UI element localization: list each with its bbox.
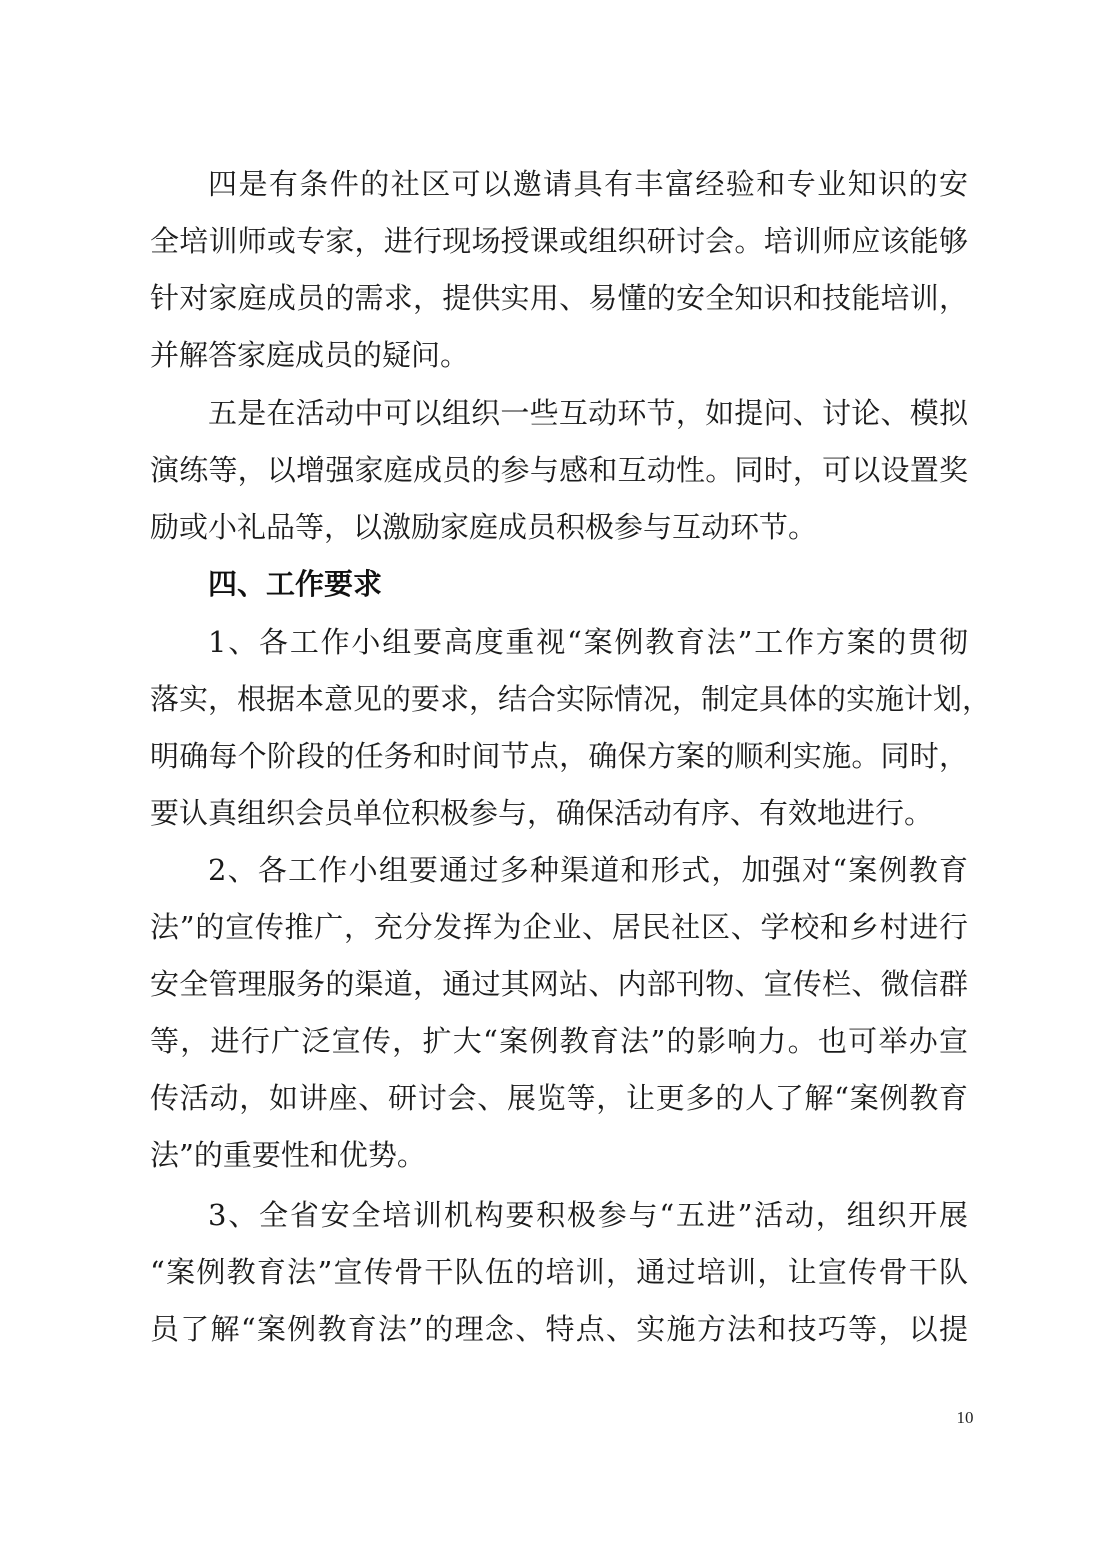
text-line: 五是在活动中可以组织一些互动环节，如提问、讨论、模拟	[208, 396, 968, 430]
text-line: 传活动，如讲座、研讨会、展览等，让更多的人了解“案例教育	[150, 1081, 968, 1115]
text-line: 落实，根据本意见的要求，结合实际情况，制定具体的实施计划，	[150, 682, 992, 716]
text-line: 安全管理服务的渠道，通过其网站、内部刊物、宣传栏、微信群	[150, 967, 968, 1001]
requirement-item-3	[150, 1187, 968, 1358]
text-line: 3、全省安全培训机构要积极参与“五进”活动，组织开展	[208, 1198, 968, 1232]
text-line: 全培训师或专家，进行现场授课或组织研讨会。培训师应该能够	[150, 224, 968, 258]
text-line: 励或小礼品等，以激励家庭成员积极参与互动环节。	[150, 510, 818, 544]
text-line: 法”的重要性和优势。	[150, 1138, 426, 1172]
text-line: 明确每个阶段的任务和时间节点，确保方案的顺利实施。同时，	[150, 739, 968, 773]
requirement-item-2	[150, 842, 968, 1184]
paragraph-community-trainers	[150, 156, 968, 384]
text-line: 针对家庭成员的需求，提供实用、易懂的安全知识和技能培训，	[150, 281, 968, 315]
text-line: 演练等，以增强家庭成员的参与感和互动性。同时，可以设置奖	[150, 453, 968, 487]
requirement-item-1	[150, 614, 992, 842]
paragraph-interactive-sessions	[150, 385, 968, 556]
text-line: 员了解“案例教育法”的理念、特点、实施方法和技巧等，以提	[150, 1312, 968, 1346]
section-heading	[150, 556, 968, 613]
text-line: 1、各工作小组要高度重视“案例教育法”工作方案的贯彻	[208, 625, 968, 659]
text-line: “案例教育法”宣传骨干队伍的培训，通过培训，让宣传骨干队	[150, 1255, 968, 1289]
text-line: 并解答家庭成员的疑问。	[150, 338, 470, 372]
section-heading-text: 四、工作要求	[208, 567, 383, 601]
page-number: 10	[956, 1408, 974, 1427]
text-line: 等，进行广泛宣传，扩大“案例教育法”的影响力。也可举办宣	[150, 1024, 968, 1058]
text-line: 2、各工作小组要通过多种渠道和形式，加强对“案例教育	[208, 853, 968, 887]
text-line: 要认真组织会员单位积极参与，确保活动有序、有效地进行。	[150, 796, 934, 830]
text-line: 四是有条件的社区可以邀请具有丰富经验和专业知识的安	[208, 167, 968, 201]
text-line: 法”的宣传推广，充分发挥为企业、居民社区、学校和乡村进行	[150, 910, 968, 944]
